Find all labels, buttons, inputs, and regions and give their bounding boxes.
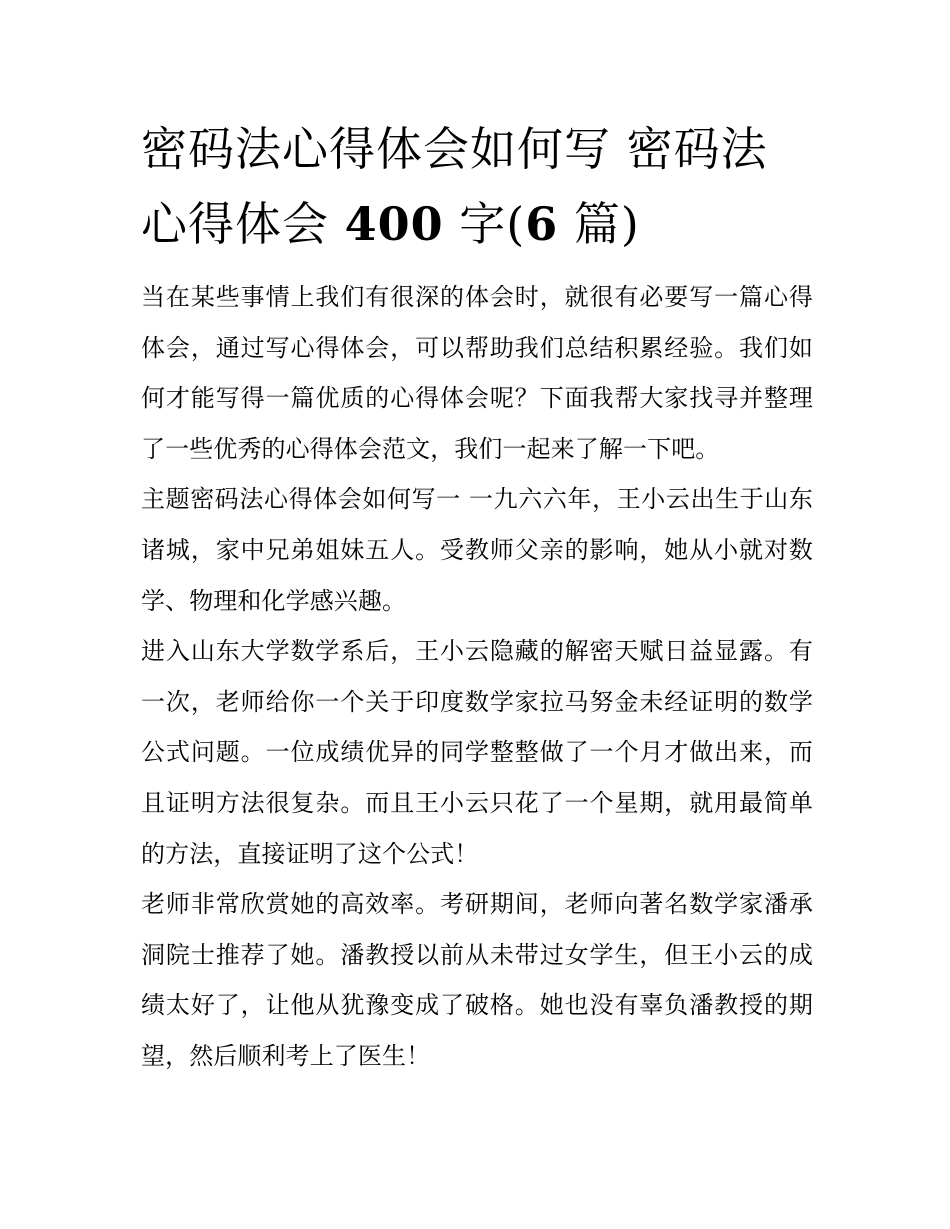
document-title [141,112,813,262]
title-count: 6 [525,197,559,251]
title-text-2: 字( [443,197,526,251]
document-body [141,272,813,1082]
title-text: 密码法心得体会如何写 密码法心得体会 [141,122,768,251]
title-text-3: 篇) [558,197,640,251]
paragraph-graduate: 老师非常欣赏她的高效率。考研期间，老师向著名数学家潘承洞院士推荐了她。潘教授以前从未带过女学生，但王小云的成绩太好了，让他从犹豫变成了破格。她也没有辜负潘教授的期望，然后顺利考上了医生！ [141,890,813,1070]
paragraph-university: 进入山东大学数学系后，王小云隐藏的解密天赋日益显露。有一次，老师给你一个关于印度数学家拉马努金未经证明的数学公式问题。一位成绩优异的同学整整做了一个月才做出来，而且证明方法很复杂。而且王小云只花了一个星期，就用最简单的方法，直接证明了这个公式！ [141,637,813,868]
paragraph-intro: 当在某些事情上我们有很深的体会时，就很有必要写一篇心得体会，通过写心得体会，可以帮助我们总结积累经验。我们如何才能写得一篇优质的心得体会呢？下面我帮大家找寻并整理了一些优秀的心得体会范文，我们一起来了解一下吧。 [141,283,813,463]
title-number: 400 [344,197,444,251]
paragraph-background: 主题密码法心得体会如何写一 一九六六年，王小云出生于山东诸城，家中兄弟姐妹五人。受教师父亲的影响，她从小就对数学、物理和化学感兴趣。 [141,485,813,615]
document-page [141,112,813,1082]
